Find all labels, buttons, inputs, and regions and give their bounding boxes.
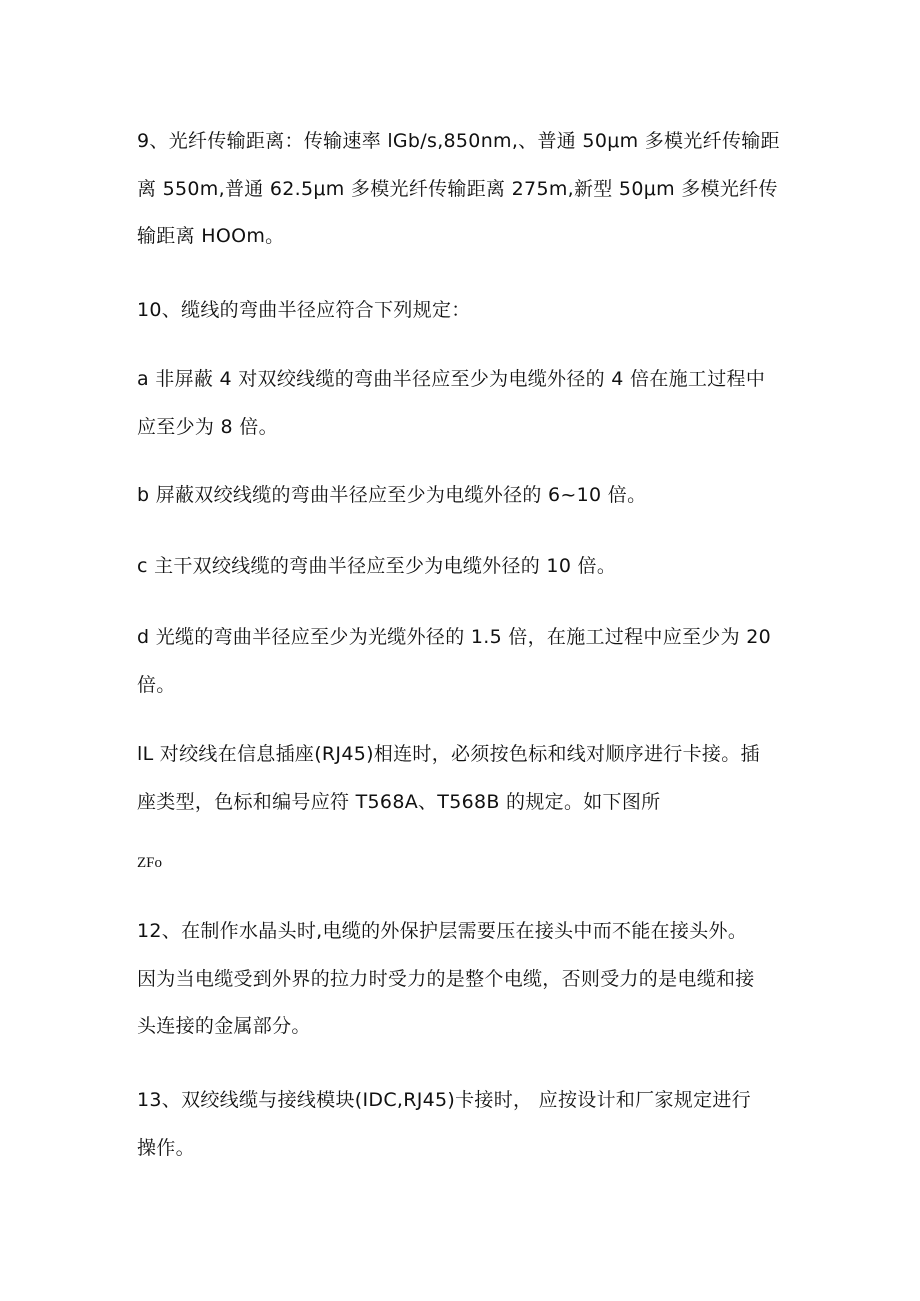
text-line: 操作。 bbox=[137, 1136, 195, 1159]
text-line: 10、缆线的弯曲半径应符合下列规定： bbox=[137, 299, 471, 321]
text-line: lL 对绞线在信息插座(RJ45)相连时，必须按色标和线对顺序进行卡接。插 bbox=[137, 743, 760, 765]
text-line: 因为当电缆受到外界的拉力时受力的是整个电缆，否则受力的是电缆和接 bbox=[137, 967, 755, 990]
text-line: 12、在制作水晶头时,电缆的外保护层需要压在接头中而不能在接头外。 bbox=[137, 920, 748, 942]
text-line: a 非屏蔽 4 对双绞线缆的弯曲半径应至少为电缆外径的 4 倍在施工过程中 bbox=[137, 368, 766, 390]
text-line: 座类型，色标和编号应符 T568A、T568B 的规定。如下图所 bbox=[137, 790, 661, 813]
text-line: 头连接的金属部分。 bbox=[137, 1015, 311, 1037]
text-line: 倍。 bbox=[137, 673, 176, 696]
paragraph-fiber-distance bbox=[137, 118, 797, 261]
paragraph-rj45-wiring bbox=[137, 731, 797, 826]
text-line: 输距离 HOOm。 bbox=[137, 225, 285, 247]
text-line: b 屏蔽双绞线缆的弯曲半径应至少为电缆外径的 6~10 倍。 bbox=[137, 484, 647, 506]
paragraph-bend-radius-heading bbox=[137, 287, 797, 335]
text-line: d 光缆的弯曲半径应至少为光缆外径的 1.5 倍，在施工过程中应至少为 20 bbox=[137, 626, 772, 648]
paragraph-figure-placeholder bbox=[137, 840, 797, 888]
text-line: 应至少为 8 倍。 bbox=[137, 415, 278, 438]
text-line: ZFo bbox=[137, 855, 163, 871]
paragraph-item-d bbox=[137, 614, 797, 709]
paragraph-item-c bbox=[137, 543, 797, 591]
text-line: 13、双绞线缆与接线模块(IDC,RJ45)卡接时， 应按设计和厂家规定进行 bbox=[137, 1089, 751, 1111]
text-line: 9、光纤传输距离：传输速率 lGb/s,850nm,、普通 50μm 多模光纤传输距 bbox=[137, 130, 780, 152]
text-line: c 主干双绞线缆的弯曲半径应至少为电缆外径的 10 倍。 bbox=[137, 555, 617, 577]
paragraph-item-a bbox=[137, 356, 797, 451]
paragraph-idc-termination bbox=[137, 1077, 797, 1172]
text-line: 离 550m,普通 62.5μm 多模光纤传输距离 275m,新型 50μm 多模光纤传 bbox=[137, 177, 778, 200]
paragraph-crystal-head bbox=[137, 908, 797, 1051]
paragraph-item-b bbox=[137, 472, 797, 520]
